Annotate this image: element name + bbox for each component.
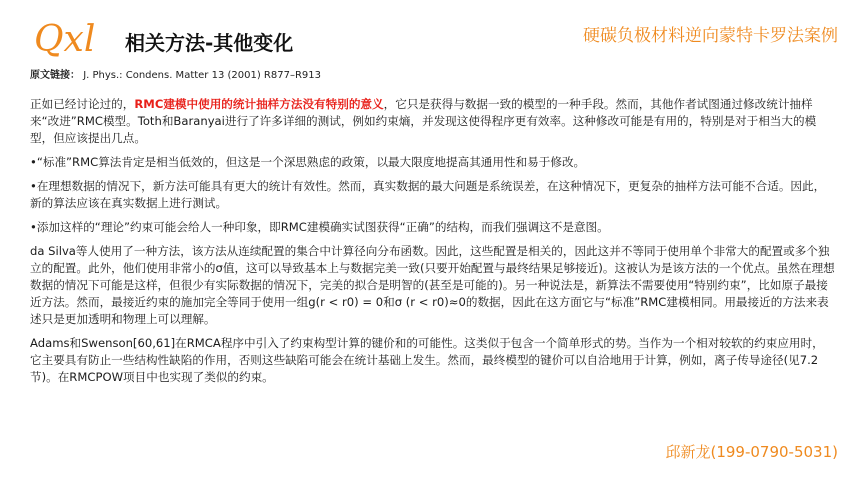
bullet-point-3: •添加这样的“理论”约束可能会给人一种印象，即RMC建模确实试图获得“正确”的结构，而我们强调这不是意图。: [30, 220, 609, 234]
bullet-point-1: •“标准”RMC算法肯定是相当低效的，但这是一个深思熟虑的政策，以最大限度地提高其通用性和易于修改。: [30, 155, 586, 169]
intro-paragraph: [30, 96, 835, 147]
source-reference: J. Phys.: Condens. Matter 13 (2001) R877–R913: [83, 70, 322, 81]
case-study-title: 硬碳负极材料逆向蒙特卡罗法案例: [583, 26, 838, 46]
intro-text-end: ，它只是获得与数据一致的模型的一种手段。然而，其他作者试图通过修改统计抽样来“改进”RMC模型。Toth和Baranyai进行了许多详细的测试，例如约束熵，并发现这使得程序更有效率。这种修改可能是有用的，特别是对于相当大的模型，但应该提出几点。: [30, 97, 817, 145]
source-label: 原文链接：: [30, 70, 80, 81]
adams-swenson-paragraph: Adams和Swenson[60,61]在RMCA程序中引入了约束构型计算的键价和的可能性。这类似于包含一个简单形式的势。当作为一个相对较软的约束应用时，它主要具有防止一些结构性缺陷的作用，否则这些缺陷可能会在统计基础上发生。然而，最终模型的键价可以自洽地用于计算，例如，离子传导途径(见7.2节)。在RMCPOW项目中也实现了类似的约束。: [30, 336, 824, 384]
contact-info: 邱新龙(199-0790-5031): [665, 443, 838, 461]
intro-text-start: 正如已经讨论过的，: [30, 97, 135, 111]
da-silva-paragraph: da Silva等人使用了一种方法，该方法从连续配置的集合中计算径向分布函数。因此，这些配置是相关的，因此这并不等同于使用单个非常大的配置或多个独立的配置。此外，他们使用非常小的σ值，这可以导致基本上与数据完美一致(只要开始配置与最终结果足够接近)。这被认为是该方法的一个优点。虽然在理想数据的情况下可能是这样，但很少有实际数据的情况下，完美的拟合是明智的(甚至是可能的)。另一种说法是，新算法不需要使用“特别约束”，比如原子最接近方法。然而，最接近约束的施加完全等同于使用一组g(r < r0) = 0和σ (r < r0)≈0的数据，因此在这方面它与“标准”RMC建模相同。用最接近的方法来表述只是更加透明和物理上可以理解。: [30, 244, 835, 326]
main-content: [30, 96, 835, 393]
highlighted-statement: RMC建模中使用的统计抽样方法没有特别的意义: [134, 97, 384, 111]
bullet-point-2: •在理想数据的情况下，新方法可能具有更大的统计有效性。然而，真实数据的最大问题是系统误差，在这种情况下，更复杂的抽样方法可能不合适。因此，新的算法应该在真实数据上进行测试。: [30, 179, 826, 210]
page-title: 相关方法-其他变化: [125, 31, 294, 55]
brand-logo: Qxl: [34, 19, 96, 60]
source-citation: [30, 69, 321, 83]
